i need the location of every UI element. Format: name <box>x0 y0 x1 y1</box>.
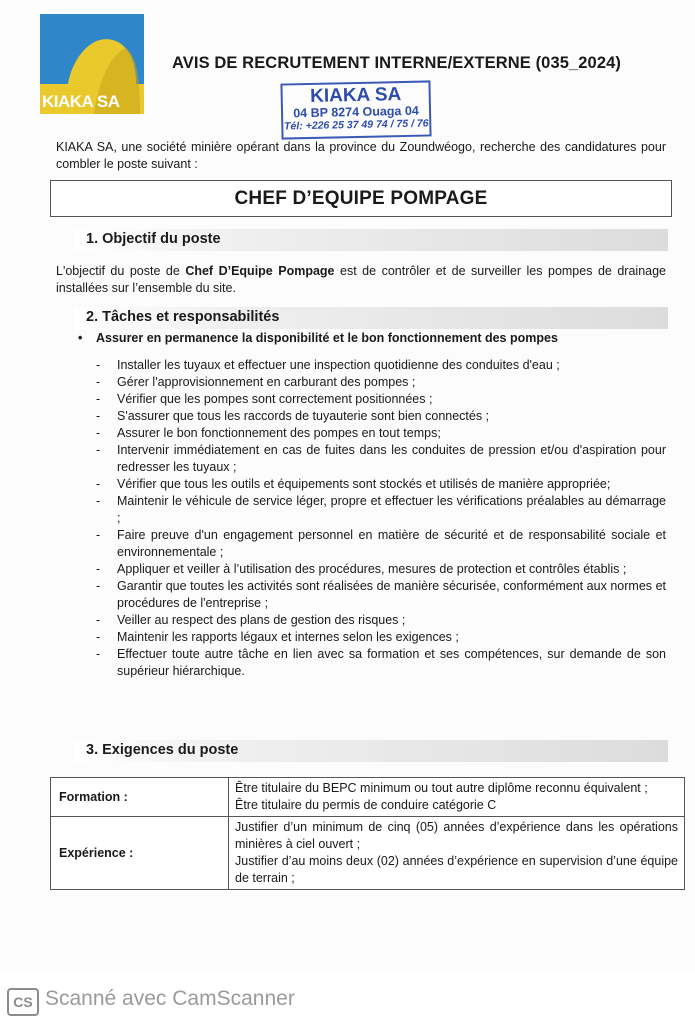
stamp-company: KIAKA SA <box>309 84 402 107</box>
experience-value: Justifier d’un minimum de cinq (05) années d’expérience dans les opérations minières à ciel ouvert ; Justifier d’au moins deux (02) années d’expérience en supervision d’une équipe de terrain ; <box>229 817 685 890</box>
section-heading-tasks: 2. Tâches et responsabilités <box>74 307 668 329</box>
list-item: - Effectuer toute autre tâche en lien avec sa formation et ses compétences, sur demande de son supérieur hiérarchique. <box>96 647 666 678</box>
list-item: - Garantir que toutes les activités sont réalisées de manière sécurisée, conformément aux normes et procédures de l'entreprise ; <box>96 579 666 610</box>
list-item: - Maintenir les rapports légaux et internes selon les exigences ; <box>96 630 459 644</box>
stamp-phone: Tél: +226 25 37 49 74 / 75 / 76 <box>283 117 429 133</box>
table-row <box>51 817 685 890</box>
company-logo <box>40 14 144 114</box>
scanner-watermark <box>0 972 695 1024</box>
intro-paragraph: KIAKA SA, une société minière opérant dans la province du Zoundwéogo, recherche des candidatures pour combler le poste suivant : <box>56 140 666 171</box>
bullet-dot-icon: • <box>78 331 83 345</box>
job-title: CHEF D’EQUIPE POMPAGE <box>234 187 488 209</box>
list-item: - Gérer l'approvisionnement en carburant des pompes ; <box>96 375 416 389</box>
table-row <box>51 778 685 817</box>
list-item: - Faire preuve d'un engagement personnel en matière de sécurité et de responsabilité sociale et environnementale ; <box>96 528 666 559</box>
requirements-table <box>50 777 685 890</box>
scanner-text: Scanné avec CamScanner <box>45 987 295 1010</box>
formation-label: Formation : <box>51 778 229 817</box>
list-item: - Assurer le bon fonctionnement des pompes en tout temps; <box>96 426 441 440</box>
list-item: - S'assurer que tous les raccords de tuyauterie sont bien connectés ; <box>96 409 490 423</box>
job-title-box <box>50 180 672 217</box>
section-heading-requirements: 3. Exigences du poste <box>74 740 668 762</box>
list-item: - Installer les tuyaux et effectuer une inspection quotidienne des conduites d'eau ; <box>96 358 560 372</box>
list-item: - Veiller au respect des plans de gestion des risques ; <box>96 613 406 627</box>
camscanner-icon: CS <box>7 988 39 1016</box>
objective-job-name: Chef D’Equipe Pompage <box>185 264 335 278</box>
company-stamp <box>280 80 431 139</box>
document-page: KIAKA SA AVIS DE RECRUTEMENT INTERNE/EXTERNE (035_2024) KIAKA SA 04 BP 8274 Ouaga 04 Tél: +226 25 37 49 74 / 75 / 76 KIAKA SA, une société minière opérant dans la province du Zoundwéogo, recherche des candidatures pour combler le poste suivant : CHEF D’EQUIPE POMPAGE 1. Objectif du poste L'objectif du poste de Chef D’Equipe Pompage est de contrôler et de surveiller les pompes de drainage installées sur l’ensemble du site. 2. Tâches et responsabilités • Assurer en permanence la disponibilité et le bon fonctionnement des pompes - Installer les tuyaux et effectuer une inspection quotidienne des conduites d'eau ; - Gérer l'approvisionnement en carburant des pompes ; - Vérifier que les pompes sont correctement positionnées ; - S'assurer que tous les raccords de tuyauterie sont bien connectés ; - Assurer le bon fonctionnement des pompes en tout temps; - Intervenir immédiatement en cas de fuites dans les conduites de pression et/ou d'aspiration pour redresser les tuyaux ; - Vérifier que tous les outils et équipements sont stockés et utilisés de manière appropriée; - Maintenir le véhicule de service léger, propre et effectuer les vérifications préalables au démarrage ; - Faire preuve d'un engagement personnel en matière de sécurité et de responsabilité sociale et environnementale ; - Appliquer et veiller à l’utilisation des procédures, mesures de protection et contrôles établis ; - Garantir que toutes les activités sont réalisées de manière sécurisée, conformément aux normes et procédures de l'entreprise ; - Veiller au respect des plans de gestion des risques ; - Maintenir les rapports légaux et internes selon les exigences ; - Effectuer toute autre tâche en lien avec sa formation et ses compétences, sur demande de son supérieur hiérarchique. 3. Exigences du poste Formation : Être titulaire du BEPC minimum ou tout autre diplôme reconnu équivalent ; Être titulaire du permis de conduire catégorie C Expérience : Justifier d’un minimum de cinq (05) années d’expérience dans les opérations minières à ciel ouvert ; Justifier d’au moins deux (02) années d’expérience en supervision d’une équipe de terrain ; <box>0 0 695 972</box>
list-item: - Maintenir le véhicule de service léger, propre et effectuer les vérifications préalables au démarrage ; <box>96 494 666 525</box>
list-item: - Vérifier que tous les outils et équipements sont stockés et utilisés de manière appropriée; <box>96 477 611 491</box>
list-item: - Appliquer et veiller à l’utilisation des procédures, mesures de protection et contrôles établis ; <box>96 562 627 576</box>
formation-value: Être titulaire du BEPC minimum ou tout autre diplôme reconnu équivalent ; Être titulaire du permis de conduire catégorie C <box>229 778 685 817</box>
experience-label: Expérience : <box>51 817 229 890</box>
stamp-address: 04 BP 8274 Ouaga 04 <box>293 103 419 121</box>
page-title: AVIS DE RECRUTEMENT INTERNE/EXTERNE (035_2024) <box>172 54 621 72</box>
list-item: - Intervenir immédiatement en cas de fuites dans les conduites de pression et/ou d'aspiration pour redresser les tuyaux ; <box>96 443 666 474</box>
logo-text: KIAKA SA <box>42 92 120 111</box>
tasks-list <box>96 357 666 680</box>
list-item: - Vérifier que les pompes sont correctement positionnées ; <box>96 392 433 406</box>
objective-paragraph: L'objectif du poste de Chef D’Equipe Pompage est de contrôler et de surveiller les pompes de drainage installées sur l’ensemble du site. <box>56 264 666 295</box>
section-heading-objective: 1. Objectif du poste <box>74 229 668 251</box>
